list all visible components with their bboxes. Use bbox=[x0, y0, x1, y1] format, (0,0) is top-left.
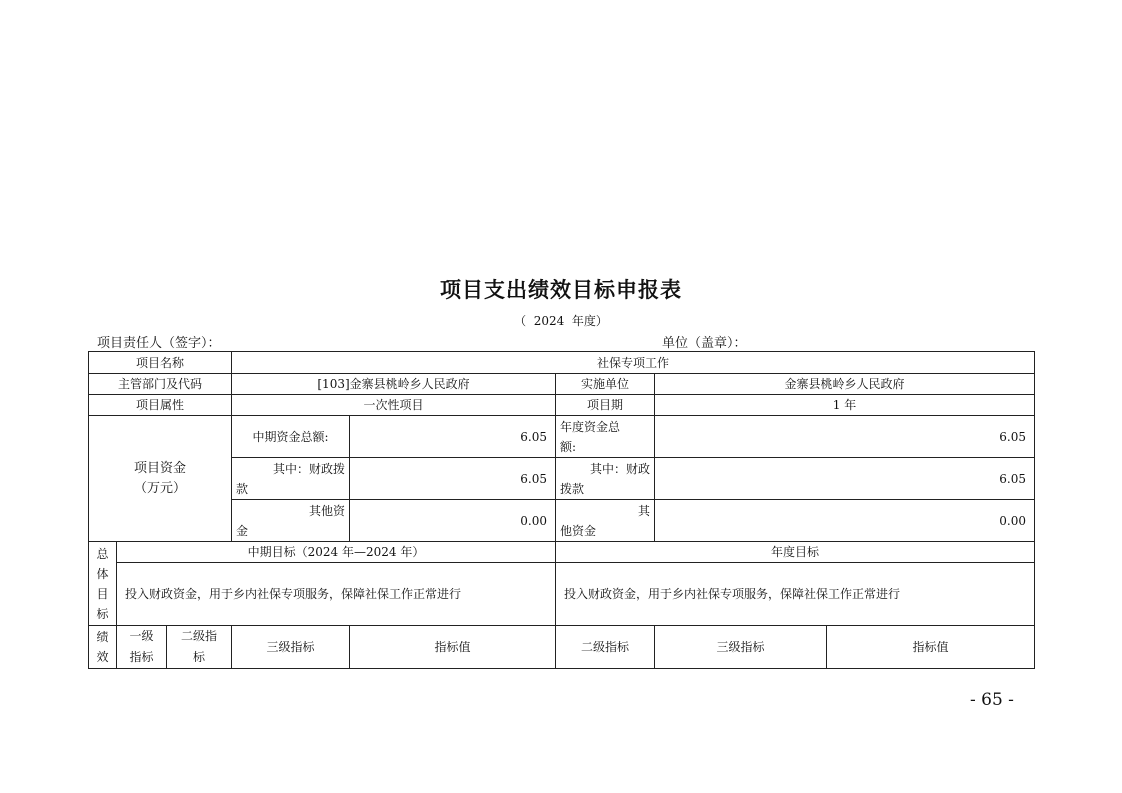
unit-seal-label: 单位（盖章）： bbox=[662, 336, 747, 351]
owner-signature-label: 项目责任人（签字）： bbox=[97, 336, 221, 351]
level1-indicator-header bbox=[117, 626, 167, 669]
level1-line1: 一级 bbox=[129, 629, 154, 643]
mid-goal-header: 中期目标（2024 年—2024 年） bbox=[117, 542, 556, 563]
period-value: 1 年 bbox=[655, 395, 1035, 416]
level3-indicator-header: 三级指标 bbox=[232, 626, 350, 669]
year-level2-indicator-header: 二级指标 bbox=[556, 626, 655, 669]
mid-total-label: 中期资金总额: bbox=[232, 416, 350, 458]
year-other-label-line2: 他资金 bbox=[560, 523, 597, 538]
year-fiscal-label-line2: 拨款 bbox=[560, 481, 585, 496]
performance-char: 绩 bbox=[96, 630, 109, 644]
year-goal-text: 投入财政资金，用于乡内社保专项服务，保障社保工作正常进行 bbox=[556, 563, 1035, 626]
attr-label: 项目属性 bbox=[89, 395, 232, 416]
mid-other-label-line2: 金 bbox=[236, 523, 249, 538]
mid-other-label-line1: 其他资 bbox=[309, 503, 346, 518]
mid-total-value: 6.05 bbox=[350, 416, 556, 458]
table-row-attribute bbox=[89, 395, 1035, 416]
impl-unit-value: 金寨县桃岭乡人民政府 bbox=[655, 374, 1035, 395]
table-row-goal-text bbox=[89, 563, 1035, 626]
page-number: - 65 - bbox=[970, 690, 1014, 710]
performance-side-label bbox=[89, 626, 117, 669]
overall-goal-char: 体 bbox=[96, 566, 109, 581]
year-goal-header: 年度目标 bbox=[556, 542, 1035, 563]
year-indicator-value-header: 指标值 bbox=[827, 626, 1035, 669]
mid-goal-text: 投入财政资金，用于乡内社保专项服务，保障社保工作正常进行 bbox=[117, 563, 556, 626]
period-label: 项目期 bbox=[556, 395, 655, 416]
performance-goal-table bbox=[88, 351, 1035, 669]
year-total-value: 6.05 bbox=[655, 416, 1035, 458]
year-total-label-line2: 额: bbox=[560, 439, 577, 454]
year-other-value: 0.00 bbox=[655, 500, 1035, 542]
mid-fiscal-label-line1: 其中：财政拨 bbox=[273, 461, 346, 476]
impl-unit-label: 实施单位 bbox=[556, 374, 655, 395]
year-other-label bbox=[556, 500, 655, 542]
mid-other-value: 0.00 bbox=[350, 500, 556, 542]
table-row-department bbox=[89, 374, 1035, 395]
project-name-value: 社保专项工作 bbox=[232, 352, 1035, 374]
table-row-project-name bbox=[89, 352, 1035, 374]
level2-line2: 标 bbox=[193, 650, 206, 664]
performance-char: 效 bbox=[96, 650, 109, 664]
table-row-indicator-header bbox=[89, 626, 1035, 669]
table-row-goal-header bbox=[89, 542, 1035, 563]
year-total-label bbox=[556, 416, 655, 458]
fund-label-line1: 项目资金 bbox=[134, 460, 187, 476]
fund-label-line2: （万元） bbox=[134, 480, 187, 496]
overall-goal-char: 目 bbox=[96, 586, 109, 601]
year-fiscal-label bbox=[556, 458, 655, 500]
year-other-label-line1: 其 bbox=[638, 503, 651, 518]
indicator-value-header: 指标值 bbox=[350, 626, 556, 669]
page-title: 项目支出绩效目标申报表 bbox=[440, 278, 682, 302]
year-total-label-line1: 年度资金总 bbox=[560, 419, 621, 434]
level2-indicator-header bbox=[167, 626, 232, 669]
mid-fiscal-label bbox=[232, 458, 350, 500]
level1-line2: 指标 bbox=[129, 650, 154, 664]
mid-fiscal-value: 6.05 bbox=[350, 458, 556, 500]
fund-label bbox=[89, 416, 232, 542]
overall-goal-side-label bbox=[89, 542, 117, 626]
dept-value: [103]金寨县桃岭乡人民政府 bbox=[232, 374, 556, 395]
year-level3-indicator-header: 三级指标 bbox=[655, 626, 827, 669]
mid-other-label bbox=[232, 500, 350, 542]
overall-goal-char: 标 bbox=[96, 606, 109, 621]
attr-value: 一次性项目 bbox=[232, 395, 556, 416]
year-fiscal-label-line1: 其中：财政 bbox=[590, 461, 651, 476]
table-row-fund-total bbox=[89, 416, 1035, 458]
year-line: （ 2024 年度） bbox=[514, 314, 608, 328]
project-name-label: 项目名称 bbox=[89, 352, 232, 374]
level2-line1: 二级指 bbox=[181, 629, 218, 643]
mid-fiscal-label-line2: 款 bbox=[236, 481, 249, 496]
year-fiscal-value: 6.05 bbox=[655, 458, 1035, 500]
dept-label: 主管部门及代码 bbox=[89, 374, 232, 395]
overall-goal-char: 总 bbox=[96, 546, 109, 561]
